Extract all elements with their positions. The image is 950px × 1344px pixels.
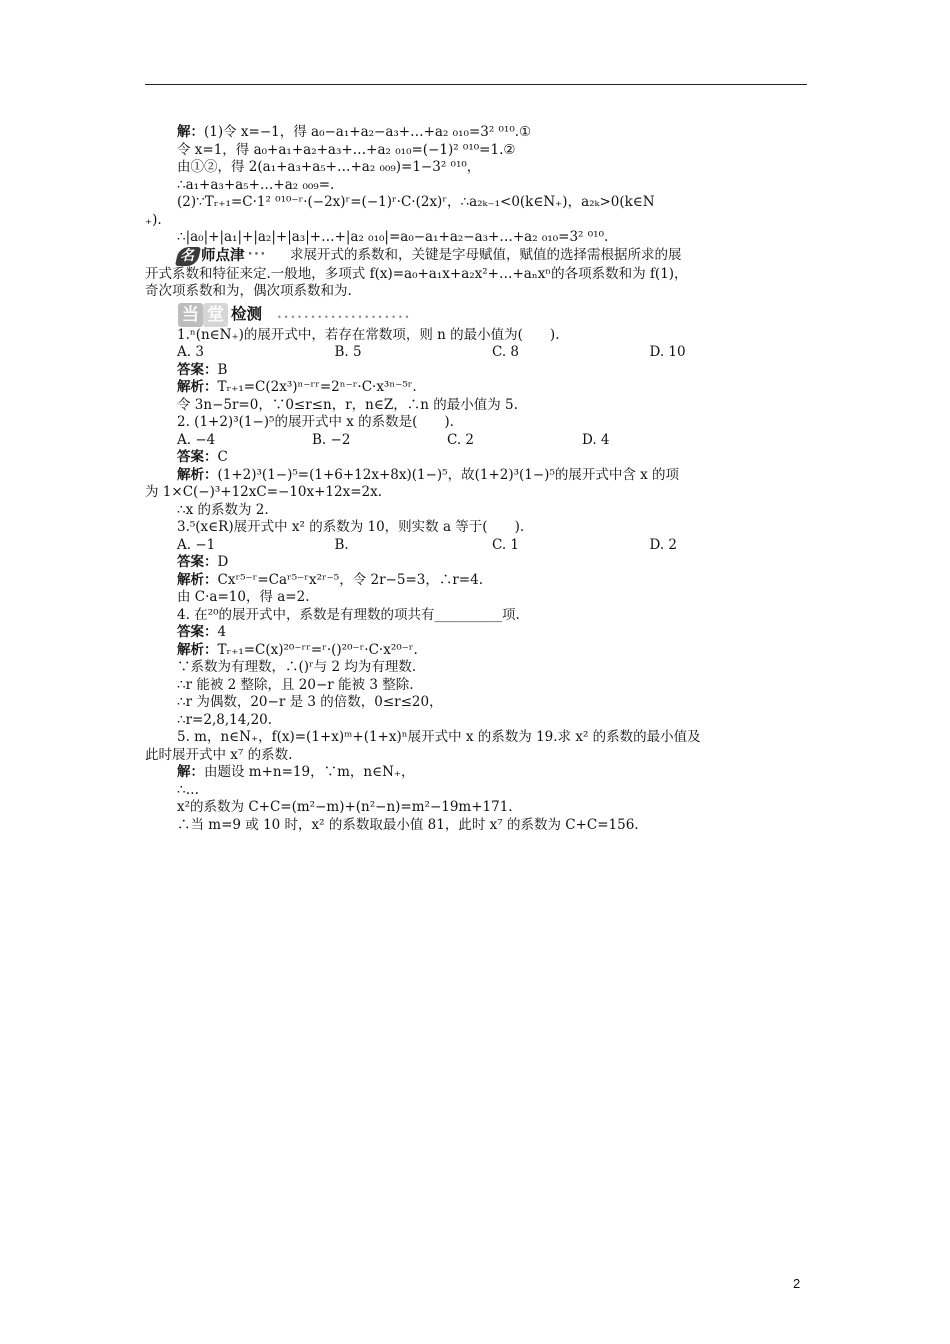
answer-label: 答案： — [177, 361, 218, 378]
solution-text: 由题设 m+n=19，∵m，n∈N₊， — [204, 764, 415, 780]
solution-line: ∴… — [177, 781, 200, 798]
answer-label: 答案： — [177, 449, 218, 465]
section-char: 堂 — [203, 303, 228, 327]
page-number: 2 — [793, 1276, 801, 1291]
analysis-label: 解析： — [177, 466, 218, 483]
option: D. 4 — [582, 431, 610, 448]
analysis-line: 为 1×C(−)³+12xC=−10x+12x=2x. — [145, 484, 383, 500]
analysis-text: Tᵣ₊₁=C(x)²⁰⁻ʳʳ=ʳ·()²⁰⁻ʳ·C·x²⁰⁻ʳ. — [217, 641, 418, 658]
header-rule — [145, 84, 807, 85]
solution-line: (2)∵Tᵣ₊₁=C·1² ⁰¹⁰⁻ʳ·(−2x)ʳ=(−1)ʳ·C·(2x)ʳ，∴a₂ₖ₋₁<0(k∈N₊)，a₂ₖ>0(k∈N — [177, 194, 655, 210]
option: D. 2 — [649, 536, 678, 553]
answer-label: 答案： — [177, 554, 218, 570]
question-2-stem: 2. (1+2)³(1−)⁵的展开式中 x 的系数是( ). — [177, 414, 454, 430]
analysis-line — [145, 572, 807, 590]
analysis-line: ∴r 能被 2 整除，且 20−r 能被 3 整除. — [177, 676, 414, 693]
solution-line: ∴当 m=9 或 10 时，x² 的系数取最小值 81，此时 x⁷ 的系数为 C+C=156. — [177, 816, 639, 833]
option: B. −2 — [312, 431, 351, 448]
solution-line: ₊). — [145, 211, 162, 228]
option: B. — [334, 536, 349, 553]
tip-banner — [145, 247, 807, 266]
answer-value: B — [217, 361, 228, 378]
answer-value: 4 — [217, 624, 227, 640]
page-content — [145, 124, 807, 834]
option: A. −4 — [177, 431, 216, 448]
analysis-line: ∴r=2,8,14,20. — [177, 711, 273, 728]
answer-line — [145, 624, 807, 642]
analysis-line: 令 3n−5r=0，∵0≤r≤n，r，n∈Z，∴n 的最小值为 5. — [177, 396, 518, 413]
solution-label: 解： — [177, 764, 204, 780]
question-5-stem: 此时展开式中 x⁷ 的系数. — [145, 746, 293, 763]
analysis-text: Tᵣ₊₁=C(2x³)ⁿ⁻ʳʳ=2ⁿ⁻ʳ·C·x³ⁿ⁻⁵ʳ. — [217, 379, 417, 395]
tip-label: 师点津 — [201, 247, 245, 265]
tip-line: 开式系数和特征来定.一般地，多项式 f(x)=a₀+a₁x+a₂x²+…+aₙxⁿ的各项系数和为 f(1)， — [145, 265, 688, 282]
solution-text: (1)令 x=−1，得 a₀−a₁+a₂−a₃+…+a₂ ₀₁₀=3² ⁰¹⁰.① — [204, 124, 532, 140]
analysis-line — [145, 467, 807, 485]
tip-line: 奇次项系数和为，偶次项系数和为. — [145, 283, 352, 299]
analysis-text: (1+2)³(1−)⁵=(1+6+12x+8x)(1−)⁵，故(1+2)³(1−)⁵的展开式中含 x 的项 — [217, 466, 680, 483]
answer-line — [145, 362, 807, 380]
analysis-label: 解析： — [177, 641, 218, 658]
analysis-line: ∴x 的系数为 2. — [177, 501, 269, 518]
option: C. 1 — [492, 536, 520, 553]
analysis-label: 解析： — [177, 379, 218, 395]
solution-line: ∴a₁+a₃+a₅+…+a₂ ₀₀₉=. — [177, 176, 335, 193]
analysis-line — [145, 642, 807, 660]
tip-text: 求展开式的系数和，关键是字母赋值，赋值的选择需根据所求的展 — [290, 246, 682, 263]
answer-value: D — [217, 554, 229, 570]
section-char: 当 — [178, 303, 203, 327]
tip-badge-icon: 名 — [175, 247, 201, 266]
solution-line — [145, 124, 807, 142]
question-3-options — [145, 537, 807, 555]
option: C. 2 — [447, 431, 475, 448]
option: A. 3 — [177, 344, 204, 360]
solution-line: 由①②，得 2(a₁+a₃+a₅+…+a₂ ₀₀₉)=1−3² ⁰¹⁰， — [177, 159, 481, 175]
option: C. 8 — [492, 344, 520, 360]
tip-tag — [177, 247, 266, 266]
analysis-line: ∴r 为偶数，20−r 是 3 的倍数，0≤r≤20， — [177, 694, 443, 710]
option: B. 5 — [334, 344, 362, 360]
analysis-text: Cxʳ⁵⁻ʳ=Caʳ⁵⁻ʳx²ʳ⁻⁵，令 2r−5=3，∴r=4. — [217, 571, 483, 588]
tip-dots: ••• — [247, 250, 267, 261]
question-5-stem: 5. m，n∈N₊，f(x)=(1+x)ᵐ+(1+x)ⁿ展开式中 x 的系数为 19.求 x² 的系数的最小值及 — [177, 729, 701, 745]
section-title: 检测 — [231, 303, 263, 323]
question-4-stem: 4. 在²⁰的展开式中，系数是有理数的项共有__________项. — [177, 606, 520, 623]
answer-label: 答案： — [177, 624, 218, 640]
solution-line: ∴|a₀|+|a₁|+|a₂|+|a₃|+…+|a₂ ₀₁₀|=a₀−a₁+a₂−a₃+…+a₂ ₀₁₀=3² ⁰¹⁰. — [177, 229, 609, 245]
question-2-options — [145, 432, 807, 450]
answer-value: C — [217, 449, 228, 465]
analysis-line — [145, 379, 807, 397]
question-3-stem: 3.⁵(x∈R)展开式中 x² 的系数为 10，则实数 a 等于( ). — [177, 519, 525, 535]
section-header — [145, 303, 807, 327]
answer-line — [145, 449, 807, 467]
option: A. −1 — [177, 536, 216, 553]
solution-line: x²的系数为 C+C=(m²−m)+(n²−n)=m²−19m+171. — [177, 799, 513, 815]
analysis-label: 解析： — [177, 571, 218, 588]
solution-line: 令 x=1，得 a₀+a₁+a₂+a₃+…+a₂ ₀₁₀=(−1)² ⁰¹⁰=1.② — [177, 141, 516, 158]
section-dots: •••••••••••••••••••• — [277, 312, 412, 322]
question-1-stem: 1.ⁿ(n∈N₊)的展开式中，若存在常数项，则 n 的最小值为( ). — [177, 326, 560, 343]
option: D. 10 — [649, 344, 686, 360]
analysis-line: 由 C·a=10，得 a=2. — [177, 589, 310, 605]
solution-label: 解： — [177, 124, 204, 140]
answer-line — [145, 554, 807, 572]
solution-line — [145, 764, 807, 782]
question-1-options — [145, 344, 807, 362]
analysis-line: ∵系数为有理数，∴()ʳ与 2 均为有理数. — [177, 659, 417, 675]
